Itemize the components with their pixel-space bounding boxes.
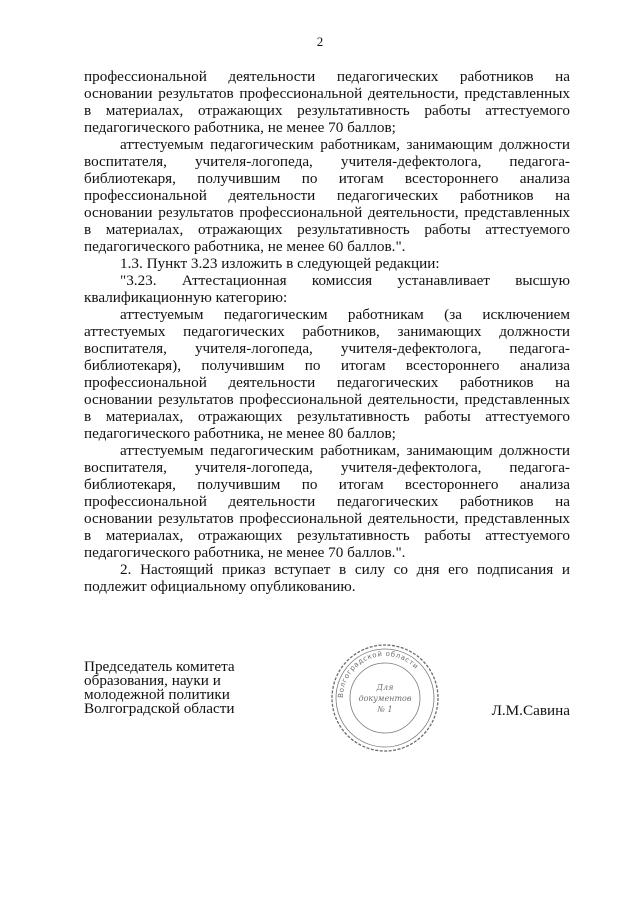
paragraph: профессиональной деятельности педагогических работников на основании результатов профессиональной деятельности, представленных в материалах, отражающих результативность работы аттестуемого педагогического работника, не менее 70 баллов; bbox=[84, 68, 570, 136]
page-number: 2 bbox=[316, 34, 324, 49]
paragraph: 1.3. Пункт 3.23 изложить в следующей редакции: bbox=[120, 255, 440, 272]
signer-title-line: Волгоградской области bbox=[84, 700, 235, 717]
signer-title-line: образования, науки и bbox=[84, 672, 221, 689]
official-stamp bbox=[329, 642, 441, 754]
stamp-center-line: документов bbox=[358, 694, 412, 703]
signer-name: Л.М.Савина bbox=[491, 702, 570, 719]
document-body bbox=[84, 68, 570, 595]
signer-title-line: молодежной политики bbox=[84, 686, 230, 703]
paragraph: 2. Настоящий приказ вступает в силу со дня его подписания и подлежит официальному опубликованию. bbox=[84, 561, 570, 595]
paragraph: "3.23. Аттестационная комиссия устанавливает высшую квалификационную категорию: bbox=[84, 272, 570, 306]
paragraph: аттестуемым педагогическим работникам, занимающим должности воспитателя, учителя-логопеда, учителя-дефектолога, педагога-библиотекаря, получившим по итогам всестороннего анализа профессиональной деятельности педагогических работников на основании результатов профессиональной деятельности, представленных в материалах, отражающих результативность работы аттестуемого педагогического работника, не менее 70 баллов.". bbox=[84, 442, 570, 561]
stamp-center-line: Для bbox=[376, 683, 394, 692]
paragraph: аттестуемым педагогическим работникам, занимающим должности воспитателя, учителя-логопеда, учителя-дефектолога, педагога-библиотекаря, получившим по итогам всестороннего анализа профессиональной деятельности педагогических работников на основании результатов профессиональной деятельности, представленных в материалах, отражающих результативность работы аттестуемого педагогического работника, не менее 60 баллов.". bbox=[84, 136, 570, 255]
signer-title bbox=[84, 660, 235, 716]
stamp-ring-text: Волгоградской области bbox=[336, 649, 421, 699]
signer-title-line: Председатель комитета bbox=[84, 658, 235, 675]
paragraph: аттестуемым педагогическим работникам (за исключением аттестуемых педагогических работников, занимающих должности воспитателя, учителя-логопеда, учителя-дефектолога, педагога-библиотекаря), получившим по итогам всестороннего анализа профессиональной деятельности педагогических работников на основании результатов профессиональной деятельности, представленных в материалах, отражающих результативность работы аттестуемого педагогического работника, не менее 80 баллов; bbox=[84, 306, 570, 442]
signature-block bbox=[84, 649, 570, 750]
stamp-center-line: № 1 bbox=[377, 705, 393, 714]
